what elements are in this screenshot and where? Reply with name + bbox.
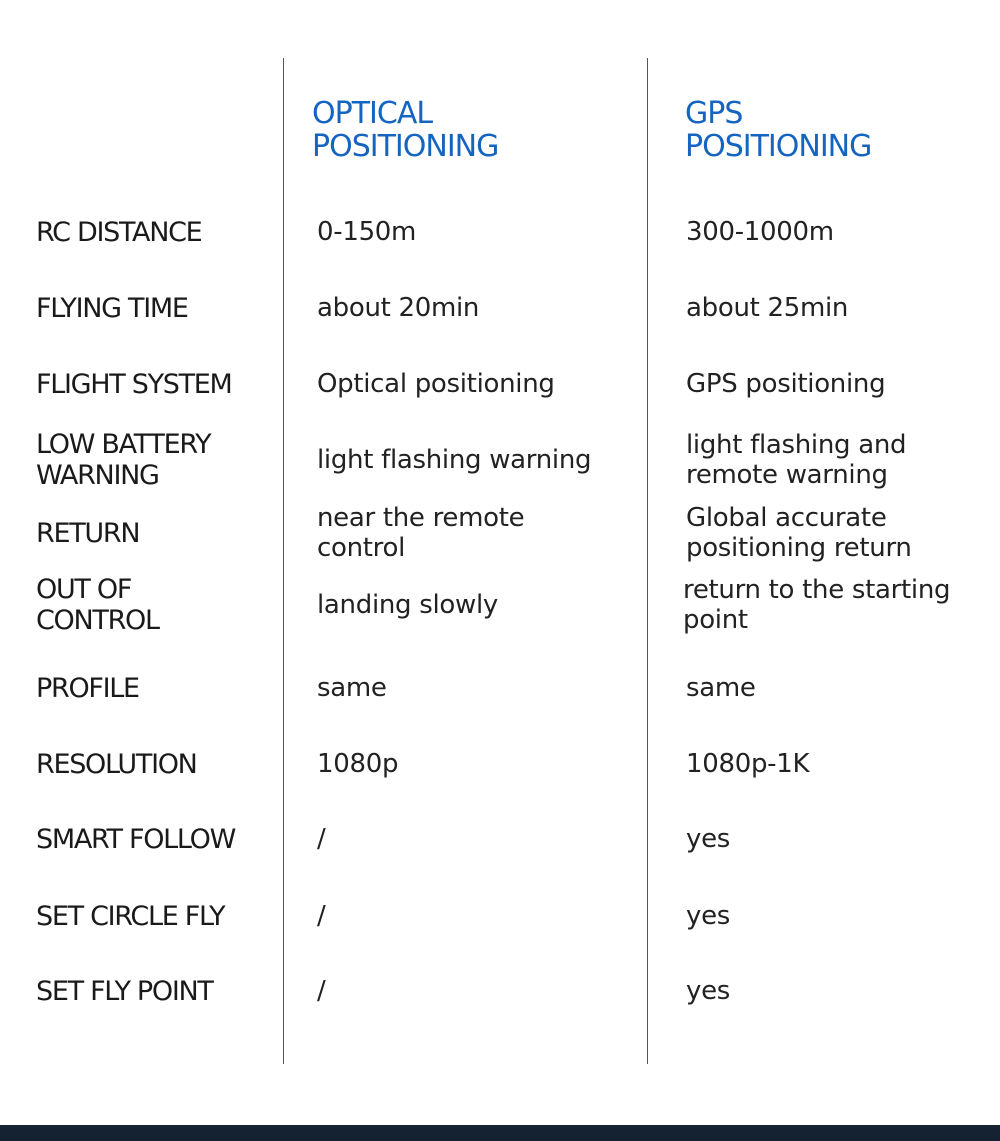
optical-value — [317, 892, 642, 940]
optical-positioning-header — [312, 97, 498, 163]
table-row — [0, 208, 1000, 256]
row-label — [36, 208, 281, 256]
header-line: GPS — [685, 96, 743, 131]
gps-value-line: return to the starting — [683, 575, 951, 605]
row-label — [36, 500, 281, 566]
row-label-line: RC DISTANCE — [36, 216, 202, 248]
row-label — [36, 664, 281, 712]
header-line: POSITIONING — [685, 129, 872, 164]
row-label — [36, 570, 281, 640]
header-line: OPTICAL — [312, 96, 433, 131]
gps-value-line: 1080p-1K — [686, 749, 810, 779]
gps-positioning-header — [685, 97, 871, 163]
header-line: POSITIONING — [312, 129, 499, 164]
optical-value-line: 0-150m — [317, 217, 417, 247]
optical-value-line: landing slowly — [317, 590, 498, 620]
row-label — [36, 815, 281, 863]
gps-value-line: about 25min — [686, 293, 849, 323]
gps-value — [683, 570, 993, 640]
gps-value — [686, 360, 996, 408]
optical-value — [317, 815, 642, 863]
optical-value-line: about 20min — [317, 293, 480, 323]
gps-value-line: positioning return — [686, 533, 912, 563]
gps-value-line: 300-1000m — [686, 217, 834, 247]
optical-value-line: Optical positioning — [317, 369, 555, 399]
gps-value — [686, 740, 996, 788]
row-label-line: SET FLY POINT — [36, 975, 213, 1007]
gps-value — [686, 967, 996, 1015]
gps-value-line: same — [686, 673, 756, 703]
table-row — [0, 664, 1000, 712]
optical-value-line: / — [317, 824, 326, 854]
optical-value-line: light flashing warning — [317, 445, 592, 475]
gps-value-line: yes — [686, 976, 731, 1006]
gps-value-line: point — [683, 605, 748, 635]
optical-value-line: near the remote — [317, 503, 525, 533]
optical-value — [317, 360, 642, 408]
row-label — [36, 967, 281, 1015]
table-row — [0, 427, 1000, 493]
row-label-line: PROFILE — [36, 672, 139, 704]
table-row — [0, 500, 1000, 566]
optical-value — [317, 664, 642, 712]
gps-value-line: Global accurate — [686, 503, 887, 533]
row-label — [36, 892, 281, 940]
gps-value-line: yes — [686, 824, 731, 854]
footer-bar — [0, 1125, 1000, 1141]
row-label-line: SET CIRCLE FLY — [36, 900, 225, 932]
row-label — [36, 360, 281, 408]
gps-value — [686, 284, 996, 332]
table-row — [0, 740, 1000, 788]
gps-value-line: remote warning — [686, 460, 888, 490]
optical-value — [317, 500, 642, 566]
row-label-line: RESOLUTION — [36, 748, 197, 780]
row-label-line: FLIGHT SYSTEM — [36, 368, 232, 400]
optical-value-line: control — [317, 533, 406, 563]
optical-value — [317, 427, 642, 493]
gps-value — [686, 427, 996, 493]
table-row — [0, 892, 1000, 940]
optical-value — [317, 570, 642, 640]
optical-value-line: same — [317, 673, 387, 703]
optical-value-line: / — [317, 901, 326, 931]
gps-value-line: GPS positioning — [686, 369, 886, 399]
gps-value — [686, 664, 996, 712]
row-label-line: WARNING — [36, 460, 159, 491]
row-label — [36, 740, 281, 788]
table-row — [0, 360, 1000, 408]
optical-value — [317, 740, 642, 788]
table-row — [0, 815, 1000, 863]
row-label — [36, 284, 281, 332]
table-row — [0, 967, 1000, 1015]
row-label-line: RETURN — [36, 517, 140, 549]
gps-value-line: yes — [686, 901, 731, 931]
gps-value — [686, 208, 996, 256]
row-label-line: SMART FOLLOW — [36, 823, 236, 855]
gps-value-line: light flashing and — [686, 430, 907, 460]
optical-value — [317, 967, 642, 1015]
optical-value — [317, 208, 642, 256]
row-label-line: LOW BATTERY — [36, 429, 211, 460]
optical-value-line: 1080p — [317, 749, 399, 779]
gps-value — [686, 500, 996, 566]
row-label — [36, 427, 281, 493]
row-label-line: FLYING TIME — [36, 292, 188, 324]
gps-value — [686, 892, 996, 940]
optical-value — [317, 284, 642, 332]
table-row — [0, 284, 1000, 332]
optical-value-line: / — [317, 976, 326, 1006]
row-label-line: CONTROL — [36, 605, 159, 636]
table-row — [0, 570, 1000, 640]
gps-value — [686, 815, 996, 863]
row-label-line: OUT OF — [36, 574, 132, 605]
